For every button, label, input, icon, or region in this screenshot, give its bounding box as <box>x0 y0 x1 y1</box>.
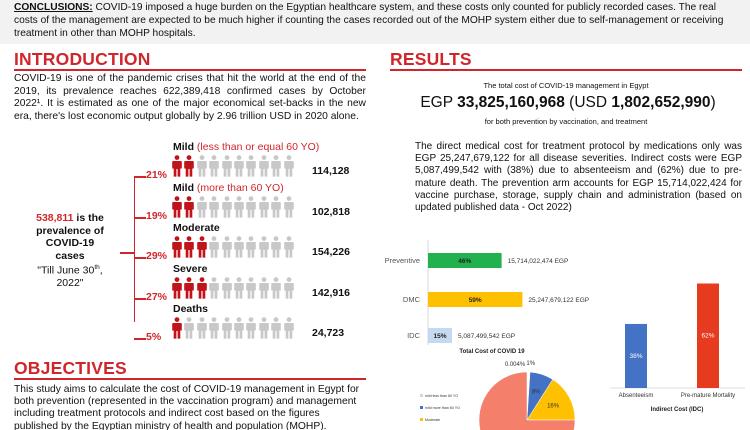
category-count: 24,723 <box>312 327 345 339</box>
bar-annotation: 15,714,022,474 EGP <box>507 258 569 265</box>
person-icon <box>271 155 281 177</box>
pie-legend-label: mild less than 60 YO <box>425 394 459 398</box>
objectives-text: This study aims to calculate the cost of COVID-19 management in Egypt for both prevention (represented in the vaccination program) and management including treatment protocols and indirect cost based on the figures published by the Egyptian ministry of health and population (MOHP). <box>14 384 360 430</box>
pie-title: Total Cost of COVID 19 <box>459 349 525 355</box>
egp-label: EGP <box>420 94 458 111</box>
people-icon-row <box>172 155 294 177</box>
category-note: (more than 60 YO) <box>196 182 284 194</box>
person-icon <box>271 317 281 339</box>
objectives-rule <box>14 378 366 380</box>
conclusions-label: CONCLUSIONS: <box>14 2 93 13</box>
bracket-tick <box>134 176 146 178</box>
bar-annotation: 25,247,679,122 EGP <box>528 297 590 304</box>
category-name: Deaths <box>173 303 209 315</box>
indirect-cost-chart <box>605 270 750 420</box>
person-icon <box>184 317 194 339</box>
prevalence-number: 538,811 <box>36 212 74 224</box>
person-icon <box>271 236 281 258</box>
idc-category-label: Pre-mature Mortality <box>680 393 736 399</box>
category-percentage: 27% <box>146 291 168 303</box>
person-icon <box>246 196 256 218</box>
category-count: 142,916 <box>312 287 350 299</box>
person-icon <box>184 236 194 258</box>
usd-value: 1,802,652,990 <box>611 94 711 111</box>
person-icon <box>222 196 232 218</box>
person-icon <box>259 317 269 339</box>
person-icon <box>246 236 256 258</box>
people-icon-row <box>172 236 294 258</box>
pie-slice-label: 8% <box>531 389 541 396</box>
person-icon <box>184 277 194 299</box>
person-icon <box>246 317 256 339</box>
results-total <box>390 94 746 112</box>
person-icon <box>197 196 207 218</box>
category-percentage: 29% <box>146 250 168 262</box>
person-icon <box>246 277 256 299</box>
people-icon-row <box>172 196 294 218</box>
category-name: Moderate <box>173 222 220 234</box>
prevalence-summary <box>20 212 120 290</box>
bar-value-label: 59% <box>468 297 482 304</box>
prevalence-line5b: , <box>99 264 103 277</box>
person-icon <box>284 196 294 218</box>
results-caption: for both prevention by vaccination, and treatment <box>484 117 648 126</box>
category-count: 114,128 <box>312 165 350 177</box>
prevalence-line3: COVID-19 <box>45 237 95 249</box>
bracket-tick <box>134 217 146 219</box>
results-text: The direct medical cost for treatment protocol by medications only was EGP 25,247,679,122 for all disease severities. Indirect costs were EGP 5,087,499,542 with (38%) due to absenteeism and (62%) due to pre-mature death. The prevention arm accounts for EGP 15,714,022,424 for vaccine purchase, storage, supply chain and administration (based on updated published data - Oct 2022) <box>415 141 742 214</box>
results-title: RESULTS <box>390 49 472 69</box>
conclusions-text: COVID-19 imposed a huge burden on the Egyptian healthcare system, and these costs only counted for publicly recorded cases. The real costs of the management are expected to be much higher if counting the cases recorded out of the MOHP system either due to self-management or receiving treatment in other than MOHP hospitals. <box>14 2 724 39</box>
person-icon <box>197 155 207 177</box>
prevalence-line1: is the <box>73 212 104 224</box>
person-icon <box>234 155 244 177</box>
person-icon <box>172 277 182 299</box>
person-icon <box>197 236 207 258</box>
person-icon <box>222 317 232 339</box>
pie-legend-swatch <box>420 418 423 421</box>
prevalence-line6: 2022" <box>56 277 84 289</box>
pie-legend-label: Moderate <box>425 418 441 422</box>
usd-label: (USD <box>564 94 612 111</box>
pie-slice-label: 0.004% <box>504 362 526 368</box>
person-icon <box>172 196 182 218</box>
introduction-text: COVID-19 is one of the pandemic crises that hit the world at the end of the 2019, its prevalence reaches 622,389,418 confirmed cases by October 2022¹. It is estimated as one of the major economical set-backs in the new era, there's lost economic output globally by 2.96 trillion USD in 2020 alone. <box>14 73 366 122</box>
person-icon <box>234 236 244 258</box>
person-icon <box>246 155 256 177</box>
person-icon <box>234 317 244 339</box>
bar-category-label: DMC <box>402 295 420 304</box>
person-icon <box>172 236 182 258</box>
person-icon <box>209 155 219 177</box>
category-label <box>173 141 319 153</box>
idc-title: Indirect Cost (IDC) <box>650 407 704 413</box>
idc-value-label: 62% <box>701 332 715 340</box>
person-icon <box>209 236 219 258</box>
bar-value-label: 46% <box>458 258 472 265</box>
idc-category-label: Absenteeism <box>618 393 654 399</box>
people-icon-row <box>172 317 294 339</box>
results-rule <box>390 69 742 71</box>
person-icon <box>284 236 294 258</box>
person-icon <box>284 155 294 177</box>
introduction-title: INTRODUCTION <box>14 49 151 69</box>
pie-legend-swatch <box>420 406 423 409</box>
pie-legend-swatch <box>420 394 423 397</box>
prevalence-line4: cases <box>55 249 85 262</box>
category-count: 154,226 <box>312 246 350 258</box>
person-icon <box>222 277 232 299</box>
category-name: Mild <box>173 141 197 153</box>
person-icon <box>284 317 294 339</box>
idc-value-label: 38% <box>629 352 643 360</box>
bar-category-label: IDC <box>407 331 420 340</box>
person-icon <box>259 155 269 177</box>
person-icon <box>234 277 244 299</box>
egp-value: 33,825,160,968 <box>457 94 565 111</box>
person-icon <box>184 196 194 218</box>
person-icon <box>172 155 182 177</box>
prevalence-line2: prevalence of <box>36 224 104 237</box>
pie-slice-label: 16% <box>547 403 560 410</box>
person-icon <box>184 155 194 177</box>
introduction-rule <box>14 69 366 71</box>
person-icon <box>259 236 269 258</box>
pie-slice-label: 1% <box>526 361 536 368</box>
people-icon-row <box>172 277 294 299</box>
category-name: Mild <box>173 182 197 194</box>
person-icon <box>197 277 207 299</box>
bracket-tick <box>134 338 146 340</box>
person-icon <box>209 317 219 339</box>
category-label <box>173 303 208 315</box>
prevalence-sup: th <box>94 264 100 271</box>
bracket-stub <box>120 252 134 254</box>
person-icon <box>222 236 232 258</box>
person-icon <box>209 196 219 218</box>
person-icon <box>197 317 207 339</box>
category-percentage: 19% <box>146 210 168 222</box>
category-percentage: 5% <box>146 331 162 343</box>
bracket-tick <box>134 298 146 300</box>
category-note: (less than or equal 60 YO) <box>196 141 320 153</box>
bar-value-label: 15% <box>433 333 447 340</box>
prevalence-line5: "Till June 30 <box>37 264 95 277</box>
conclusions-banner <box>0 0 750 44</box>
pie-legend-label: mild more than 60 YO <box>425 406 460 410</box>
category-percentage: 21% <box>146 169 168 181</box>
bracket-tick <box>134 257 146 259</box>
person-icon <box>259 277 269 299</box>
category-name: Severe <box>173 263 208 275</box>
total-cost-pie-chart <box>420 340 605 430</box>
person-icon <box>234 196 244 218</box>
person-icon <box>209 277 219 299</box>
objectives-title: OBJECTIVES <box>14 358 127 378</box>
person-icon <box>271 196 281 218</box>
person-icon <box>284 277 294 299</box>
person-icon <box>271 277 281 299</box>
person-icon <box>222 155 232 177</box>
category-label <box>173 182 284 194</box>
bar-annotation: 5,087,499,542 EGP <box>458 333 516 340</box>
bracket-vertical <box>134 176 135 322</box>
category-label <box>173 263 207 275</box>
category-label <box>173 222 220 234</box>
usd-close: ) <box>710 94 716 111</box>
person-icon <box>172 317 182 339</box>
bar-category-label: Preventive <box>384 256 420 265</box>
category-count: 102,818 <box>312 206 350 218</box>
results-subtitle: The total cost of COVID-19 management in Egypt <box>483 81 649 90</box>
person-icon <box>259 196 269 218</box>
